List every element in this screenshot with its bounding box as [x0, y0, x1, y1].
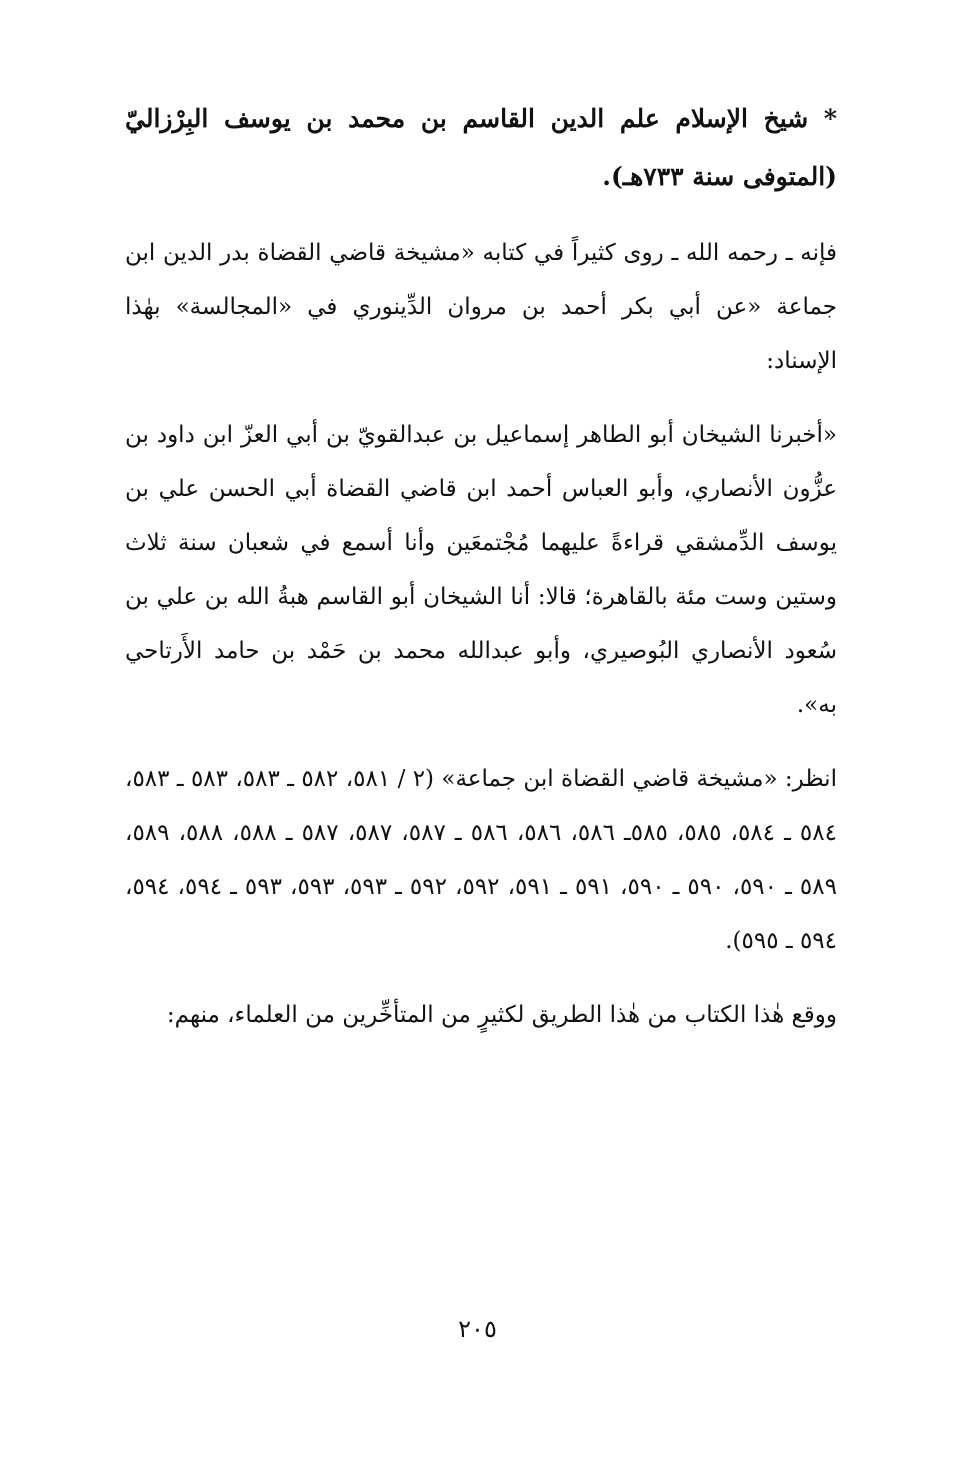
isnad-paragraph: «أخبرنا الشيخان أبو الطاهر إسماعيل بن عبدالقويّ بن أبي العزّ ابن داود بن عزُّون الأنصاري، وأبو العباس أحمد ابن قاضي القضاة أبي الحسن علي بن يوسف الدِّمشقي قراءةً عليهما مُجْتمعَين وأنا أسمع في شعبان سنة ثلاث وستين وست مئة بالقاهرة؛ قالا: أنا الشيخان أبو القاسم هبةُ الله بن علي بن سُعود الأنصاري البُوصيري، وأبو عبدالله محمد بن حَمْد بن حامد الأَرتاحي به».	[125, 422, 837, 718]
closing-paragraph: ووقع هٰذا الكتاب من هٰذا الطريق لكثيرٍ من المتأخِّرين من العلماء، منهم:	[166, 1002, 837, 1028]
page-number: ٢٠٥	[458, 1315, 497, 1343]
page-body	[125, 90, 837, 1062]
entry-heading: * شيخ الإسلام علم الدين القاسم بن محمد بن يوسف البِرْزاليّ (المتوفى سنة ٧٣٣هـ).	[125, 104, 837, 191]
references-paragraph: انظر: «مشيخة قاضي القضاة ابن جماعة» (٢ / ٥٨١، ٥٨٢ ـ ٥٨٣، ٥٨٣ ـ ٥٨٣، ٥٨٤ ـ ٥٨٤، ٥٨٥، ٥٨٥ـ ٥٨٦، ٥٨٦، ٥٨٦ ـ ٥٨٧، ٥٨٧، ٥٨٧ ـ ٥٨٨، ٥٨٨، ٥٨٩، ٥٨٩ ـ ٥٩٠، ٥٩٠ ـ ٥٩٠، ٥٩١ ـ ٥٩١، ٥٩٢، ٥٩٢ ـ ٥٩٣، ٥٩٣، ٥٩٣ ـ ٥٩٤، ٥٩٤، ٥٩٤ ـ ٥٩٥).	[125, 766, 837, 954]
intro-paragraph: فإنه ـ رحمه الله ـ روى كثيراً في كتابه «مشيخة قاضي القضاة بدر الدين ابن جماعة «عن أبي بكر أحمد بن مروان الدِّينوري في «المجالسة» بهٰذا الإسناد:	[125, 240, 837, 374]
